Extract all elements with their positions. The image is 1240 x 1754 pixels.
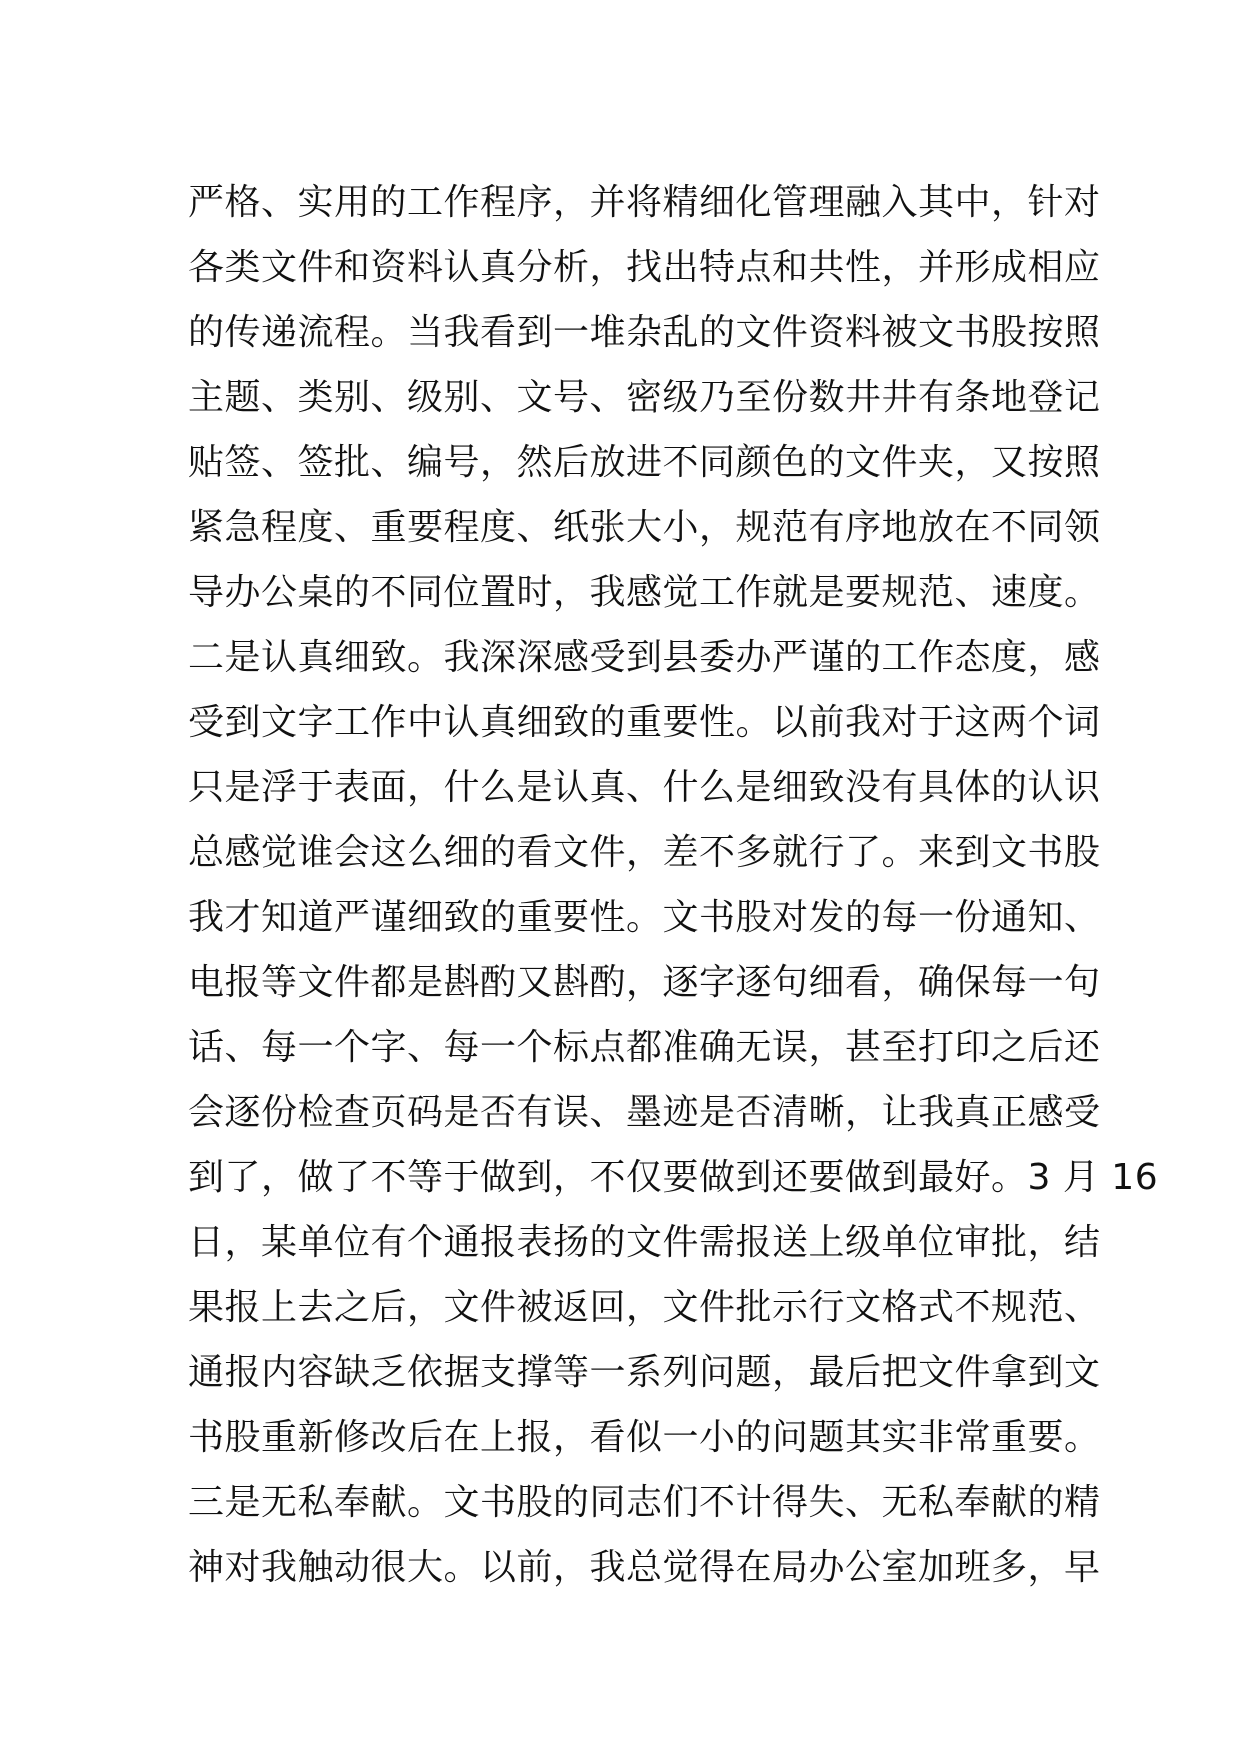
text-line: 三是无私奉献。文书股的同志们不计得失、无私奉献的精 — [188, 1482, 1101, 1523]
text-line: 电报等文件都是斟酌又斟酌，逐字逐句细看，确保每一句 — [188, 962, 1101, 1003]
text-line: 只是浮于表面，什么是认真、什么是细致没有具体的认识 — [188, 767, 1101, 808]
text-line: 各类文件和资料认真分析，找出特点和共性，并形成相应 — [188, 247, 1101, 288]
text-line: 会逐份检查页码是否有误、墨迹是否清晰，让我真正感受 — [188, 1092, 1101, 1133]
body-text — [188, 170, 1159, 1600]
text-line: 果报上去之后，文件被返回，文件批示行文格式不规范、 — [188, 1287, 1101, 1328]
text-line: 总感觉谁会这么细的看文件，差不多就行了。来到文书股 — [188, 832, 1101, 873]
text-line: 我才知道严谨细致的重要性。文书股对发的每一份通知、 — [188, 897, 1101, 938]
text-line: 严格、实用的工作程序，并将精细化管理融入其中，针对 — [188, 182, 1101, 223]
text-line: 到了，做了不等于做到，不仅要做到还要做到最好。3 月 16 — [188, 1157, 1159, 1198]
text-line: 书股重新修改后在上报，看似一小的问题其实非常重要。 — [188, 1417, 1101, 1458]
text-line: 日，某单位有个通报表扬的文件需报送上级单位审批，结 — [188, 1222, 1101, 1263]
text-line: 通报内容缺乏依据支撑等一系列问题，最后把文件拿到文 — [188, 1352, 1101, 1393]
text-line: 主题、类别、级别、文号、密级乃至份数井井有条地登记 — [188, 377, 1101, 418]
text-line: 受到文字工作中认真细致的重要性。以前我对于这两个词 — [188, 702, 1101, 743]
text-line: 二是认真细致。我深深感受到县委办严谨的工作态度，感 — [188, 637, 1101, 678]
text-line: 的传递流程。当我看到一堆杂乱的文件资料被文书股按照 — [188, 312, 1101, 353]
text-line: 紧急程度、重要程度、纸张大小，规范有序地放在不同领 — [188, 507, 1101, 548]
text-line: 导办公桌的不同位置时，我感觉工作就是要规范、速度。 — [188, 572, 1101, 613]
text-line: 神对我触动很大。以前，我总觉得在局办公室加班多，早 — [188, 1547, 1101, 1588]
text-line: 贴签、签批、编号，然后放进不同颜色的文件夹，又按照 — [188, 442, 1101, 483]
text-line: 话、每一个字、每一个标点都准确无误，甚至打印之后还 — [188, 1027, 1101, 1068]
